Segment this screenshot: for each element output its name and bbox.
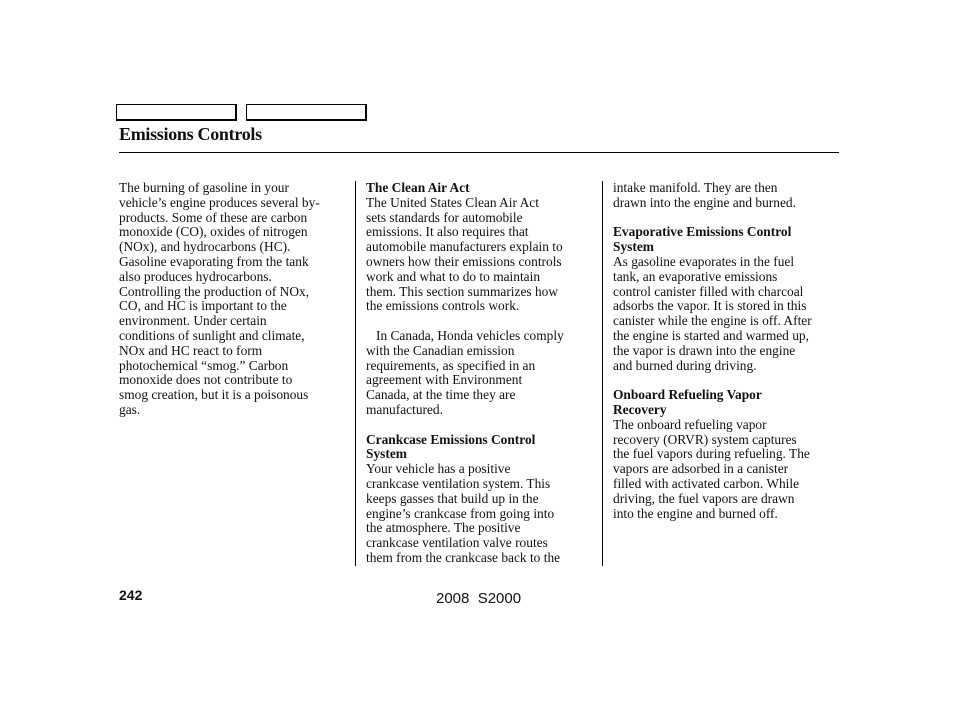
title-rule xyxy=(119,152,839,153)
text-line: monoxide does not contribute to xyxy=(119,372,293,388)
text-line: engine’s crankcase from going into xyxy=(366,505,555,521)
heading-line: Recovery xyxy=(613,401,667,417)
text-line: into the engine and burned off. xyxy=(613,505,778,521)
text-line: smog creation, but it is a poisonous xyxy=(119,387,309,403)
heading-line: Crankcase Emissions Control xyxy=(366,431,536,447)
text-line: the atmosphere. The positive xyxy=(366,520,521,536)
canada-paragraph xyxy=(366,329,594,418)
column-divider xyxy=(602,181,603,566)
clean-air-act-heading: The Clean Air Act xyxy=(366,180,470,195)
text-line: Canada, at the time they are xyxy=(366,387,516,403)
text-line: Controlling the production of NOx, xyxy=(119,283,310,299)
text-line: drawn into the engine and burned. xyxy=(613,194,796,210)
text-line: The United States Clean Air Act xyxy=(366,194,539,210)
text-line: gas. xyxy=(119,401,141,417)
text-line: crankcase ventilation system. This xyxy=(366,475,551,491)
text-line: NOx and HC react to form xyxy=(119,342,263,358)
text-line: agreement with Environment xyxy=(366,372,523,388)
orvr-paragraph xyxy=(613,418,841,522)
column-2 xyxy=(366,181,594,566)
text-line: monoxide (CO), oxides of nitrogen xyxy=(119,224,308,240)
text-line: products. Some of these are carbon xyxy=(119,209,308,225)
text-line: work and what to do to maintain xyxy=(366,268,541,284)
footer-model-label: 2008 S2000 xyxy=(436,590,522,607)
text-line: Gasoline evaporating from the tank xyxy=(119,253,309,269)
text-line: intake manifold. They are then xyxy=(613,180,778,195)
text-line: photochemical “smog.” Carbon xyxy=(119,357,289,373)
text-line: The onboard refueling vapor xyxy=(613,416,767,432)
text-line: In Canada, Honda vehicles comply xyxy=(376,327,564,343)
evaporative-heading xyxy=(613,225,841,255)
text-line: owners how their emissions controls xyxy=(366,253,562,269)
text-line: automobile manufacturers explain to xyxy=(366,239,563,255)
text-line: As gasoline evaporates in the fuel xyxy=(613,253,795,269)
text-line: control canister filled with charcoal xyxy=(613,283,804,299)
orvr-heading xyxy=(613,388,841,418)
text-line: The burning of gasoline in your xyxy=(119,180,289,195)
crankcase-heading xyxy=(366,433,594,463)
text-line: with the Canadian emission xyxy=(366,342,515,358)
text-line: the fuel vapors during refueling. The xyxy=(613,446,810,462)
text-line: filled with activated carbon. While xyxy=(613,475,800,491)
text-line: requirements, as specified in an xyxy=(366,357,536,373)
text-line: keeps gasses that build up in the xyxy=(366,490,539,506)
text-line: environment. Under certain xyxy=(119,313,267,329)
text-line: driving, the fuel vapors are drawn xyxy=(613,490,795,506)
clean-air-act-paragraph xyxy=(366,196,594,314)
text-line: manufactured. xyxy=(366,401,443,417)
nav-tab-table-of-contents[interactable] xyxy=(246,104,367,121)
heading-line: System xyxy=(366,446,407,462)
nav-tab-main-menu[interactable] xyxy=(116,104,237,121)
text-line: also produces hydrocarbons. xyxy=(119,268,272,284)
page-number: 242 xyxy=(119,587,143,603)
text-line: them. This section summarizes how xyxy=(366,283,559,299)
evaporative-paragraph xyxy=(613,255,841,373)
continued-paragraph xyxy=(613,181,841,211)
text-line: the emissions controls work. xyxy=(366,298,520,314)
text-line: crankcase ventilation valve routes xyxy=(366,535,548,551)
text-line: emissions. It also requires that xyxy=(366,224,529,240)
text-line: the vapor is drawn into the engine xyxy=(613,342,796,358)
text-line: the engine is started and warmed up, xyxy=(613,327,809,343)
heading-line: Evaporative Emissions Control xyxy=(613,224,792,240)
text-line: canister while the engine is off. After xyxy=(613,313,812,329)
intro-paragraph xyxy=(119,181,347,418)
text-line: adsorbs the vapor. It is stored in this xyxy=(613,298,807,314)
text-line: Your vehicle has a positive xyxy=(366,461,511,477)
text-line: CO, and HC is important to the xyxy=(119,298,287,314)
text-line: them from the crankcase back to the xyxy=(366,549,561,565)
text-line: sets standards for automobile xyxy=(366,209,523,225)
text-line: recovery (ORVR) system captures xyxy=(613,431,797,447)
column-3 xyxy=(613,181,841,521)
text-line: vehicle’s engine produces several by- xyxy=(119,194,320,210)
text-line: and burned during driving. xyxy=(613,357,757,373)
text-line: vapors are adsorbed in a canister xyxy=(613,461,789,477)
text-line: (NOx), and hydrocarbons (HC). xyxy=(119,239,291,255)
text-line: tank, an evaporative emissions xyxy=(613,268,778,284)
heading-line: System xyxy=(613,239,654,255)
crankcase-paragraph xyxy=(366,462,594,566)
heading-line: Onboard Refueling Vapor xyxy=(613,387,762,403)
text-line: conditions of sunlight and climate, xyxy=(119,327,305,343)
page-title: Emissions Controls xyxy=(119,124,262,144)
column-1 xyxy=(119,181,347,418)
column-divider xyxy=(355,181,356,566)
